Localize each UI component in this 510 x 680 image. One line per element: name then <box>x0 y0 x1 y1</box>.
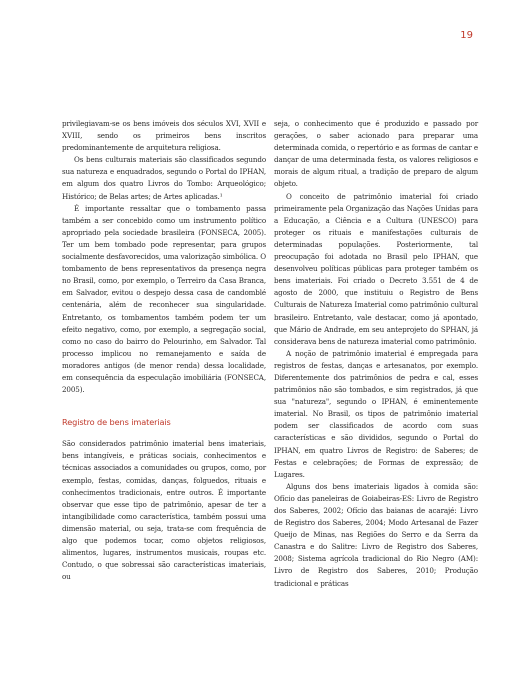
paragraph: A noção de patrimônio imaterial é empregada para registros de festas, danças e artesanatos, por exemplo. Diferentemente dos patrimônios de pedra e cal, esses patrimônios não são tombados, e sim registrados, já que sua "natureza", segundo o IPHAN, é eminentemente imaterial. No Brasil, os tipos de patrimônio imaterial podem ser classificados de acordo com suas características e são divididos, segundo o Portal do IPHAN, em quatro Livros de Registro: de Saberes; de Festas e celebrações; de Formas de expressão; de Lugares. <box>274 348 478 479</box>
paragraph: Os bens culturais materiais são classificados segundo sua natureza e enquadrados, segundo o Portal do IPHAN, em algum dos quatro Livros do Tombo: Arqueológico; Histórico; de Belas artes; de Artes aplicadas.¹ <box>62 155 266 201</box>
paragraph: privilegiavam-se os bens imóveis dos séculos XVI, XVII e XVIII, sendo os primeiros bens inscritos predominantemente de arquitetura religiosa. <box>62 119 266 153</box>
paragraph: O conceito de patrimônio imaterial foi criado primeiramente pela Organização das Nações Unidas para a Educação, a Ciência e a Cultura (UNESCO) para proteger os rituais e manifestações culturais de determinadas populações. Posteriormente, tal preocupação foi adotada no Brasil pelo IPHAN, que desenvolveu políticas públicas para proteger também os bens imateriais. Foi criado o Decreto 3.551 de 4 de agosto de 2000, que instituiu o Registro de Bens Culturais de Natureza Imaterial como patrimônio cultural brasileiro. Entretanto, vale destacar, como já apontado, que Mário de Andrade, em seu anteprojeto do SPHAN, já considerava bens de natureza imaterial como patrimônio. <box>274 191 478 346</box>
paragraph: seja, o conhecimento que é produzido e passado por gerações, o saber acionado para preparar uma determinada comida, o repertório e as formas de cantar e dançar de uma determinada festa, os valores religiosos e morais de algum ritual, a tradição de preparo de algum objeto. <box>274 119 478 189</box>
paragraph: Alguns dos bens imateriais ligados à comida são: Ofício das paneleiras de Goiabeiras-ES: Livro de Registro dos Saberes, 2002; Ofício das baianas de acarajé: Livro de Registro dos Saberes, 2004; Modo Artesanal de Fazer Queijo de Minas, nas Regiões do Serro e da Serra da Canastra e do Salitre: Livro de Registro dos Saberes, 2008; Sistema agrícola tradicional do Rio Negro (AM): Livro de Registro dos Saberes, 2010; Produção tradicional e práticas <box>274 481 478 588</box>
page-number: 19 <box>460 30 473 41</box>
right-column <box>274 118 478 590</box>
paragraph: São considerados patrimônio imaterial bens imateriais, bens intangíveis, e práticas sociais, conhecimentos e técnicas associados a comunidades ou grupos, como, por exemplo, festas, comidas, danças, folguedos, rituais e conhecimentos tradicionais, entre outros. É importante observar que esse tipo de patrimônio, apesar de ter a intangibilidade como característica, também possui uma dimensão material, ou seja, trata-se com frequência de algo que podemos tocar, como objetos religiosos, alimentos, lugares, instrumentos musicais, roupas etc. Contudo, o que sobressai são características imateriais, ou <box>62 439 266 582</box>
paragraph: É importante ressaltar que o tombamento passa também a ser concebido como um instrumento político apropriado pela sociedade brasileira (FONSECA, 2005). Ter um bem tombado pode representar, para grupos socialmente desfavorecidos, uma valorização simbólica. O tombamento de bens representativos da presença negra no Brasil, como, por exemplo, o Terreiro da Casa Branca, em Salvador, evitou o despejo dessa casa de candomblé centenária, além de reconhecer sua singularidade. Entretanto, os tombamentos também podem ter um efeito negativo, como, por exemplo, a segregação social, como no caso do bairro do Pelourinho, em Salvador. Tal processo implicou no remanejamento e saída de moradores antigos (de menor renda) dessa localidade, em consequência da especulação imobiliária (FONSECA, 2005). <box>62 203 266 395</box>
section-heading: Registro de bens imateriais <box>62 417 171 428</box>
left-column <box>62 118 266 583</box>
